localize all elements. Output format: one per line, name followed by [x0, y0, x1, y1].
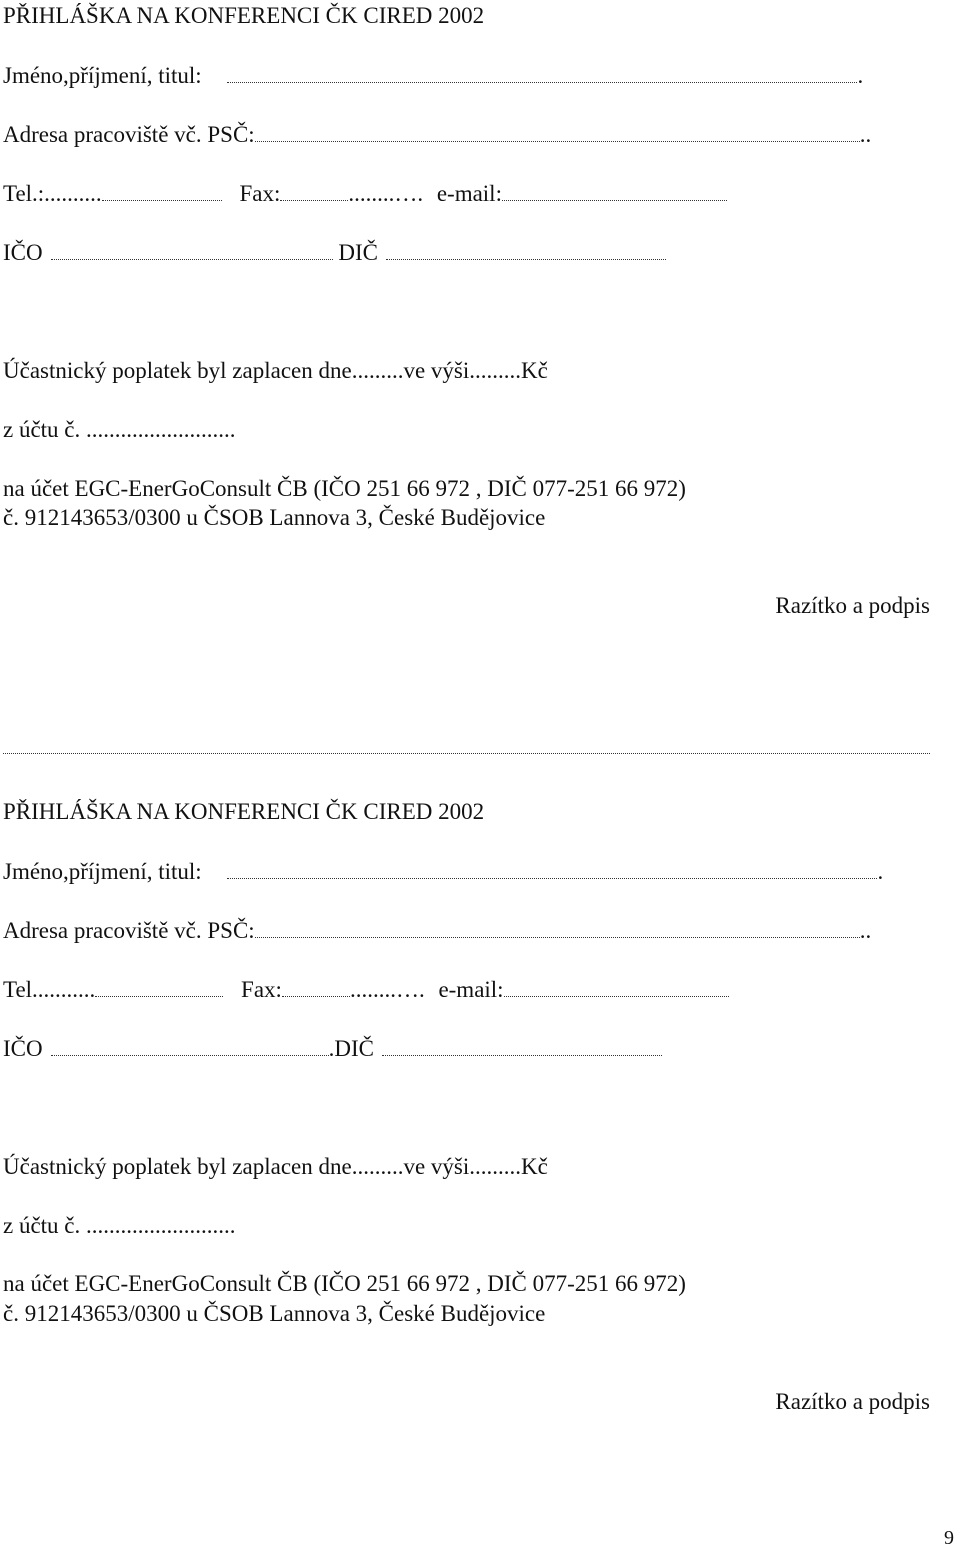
- contact-row: Tel........... Fax: ........…. e-mail:: [3, 977, 729, 1003]
- fax-field[interactable]: [280, 182, 348, 201]
- name-label: Jméno,příjmení, titul:: [3, 859, 202, 884]
- contact-row: Tel.:.......... Fax: ........…. e-mail:: [3, 181, 727, 207]
- account-line: z účtu č. ..........................: [3, 1213, 236, 1238]
- address-row: Adresa pracoviště vč. PSČ: ..: [3, 918, 872, 943]
- account-line: z účtu č. ..........................: [3, 417, 236, 442]
- form-title: PŘIHLÁŠKA NA KONFERENCI ČK CIRED 2002: [3, 799, 485, 824]
- tel-label: Tel.:..........: [3, 181, 102, 206]
- fee-line: Účastnický poplatek byl zaplacen dne.........ve výši.........Kč: [3, 1154, 548, 1179]
- dic-label: .DIČ: [328, 1036, 374, 1061]
- name-row: Jméno,příjmení, titul: .: [3, 63, 864, 88]
- fee-line: Účastnický poplatek byl zaplacen dne.........ve výši.........Kč: [3, 358, 548, 383]
- ico-label: IČO: [3, 1036, 43, 1061]
- stamp-signature-label: Razítko a podpis: [775, 1389, 930, 1414]
- dic-field[interactable]: [386, 241, 666, 260]
- form-title: PŘIHLÁŠKA NA KONFERENCI ČK CIRED 2002: [3, 3, 485, 28]
- ico-field[interactable]: [51, 241, 333, 260]
- tel-field[interactable]: [102, 182, 222, 201]
- address-field[interactable]: [255, 919, 860, 938]
- cut-line-separator: [3, 747, 930, 754]
- bank-line: č. 912143653/0300 u ČSOB Lannova 3, České Budějovice: [3, 505, 546, 530]
- page-number: 9: [944, 1527, 954, 1549]
- payee-line: na účet EGC-EnerGoConsult ČB (IČO 251 66 972 , DIČ 077-251 66 972): [3, 1271, 686, 1296]
- email-label: e-mail:: [436, 181, 502, 206]
- address-field[interactable]: [255, 123, 860, 142]
- name-row: Jméno,příjmení, titul: .: [3, 859, 884, 884]
- name-label: Jméno,příjmení, titul:: [3, 63, 202, 88]
- name-field[interactable]: [227, 860, 877, 879]
- stamp-signature-label: Razítko a podpis: [775, 593, 930, 618]
- name-field[interactable]: [227, 64, 857, 83]
- address-label: Adresa pracoviště vč. PSČ:: [3, 918, 255, 943]
- tel-label: Tel...........: [3, 977, 96, 1002]
- bank-line: č. 912143653/0300 u ČSOB Lannova 3, České Budějovice: [3, 1301, 546, 1326]
- fax-field[interactable]: [282, 978, 350, 997]
- address-row: Adresa pracoviště vč. PSČ: ..: [3, 122, 872, 147]
- dic-field[interactable]: [382, 1037, 662, 1056]
- ico-dic-row: [3, 240, 666, 266]
- payee-line: na účet EGC-EnerGoConsult ČB (IČO 251 66 972 , DIČ 077-251 66 972): [3, 476, 686, 501]
- address-label: Adresa pracoviště vč. PSČ:: [3, 122, 255, 147]
- ico-label: IČO: [3, 240, 43, 265]
- fax-label: Fax:: [241, 977, 282, 1002]
- ico-field[interactable]: [51, 1037, 329, 1056]
- tel-field[interactable]: [95, 978, 223, 997]
- ico-dic-row: [3, 1036, 662, 1062]
- email-field[interactable]: [502, 182, 727, 201]
- fax-label: Fax:: [239, 181, 281, 206]
- email-label: e-mail:: [438, 977, 504, 1002]
- dic-label: DIČ: [338, 240, 378, 265]
- email-field[interactable]: [504, 978, 729, 997]
